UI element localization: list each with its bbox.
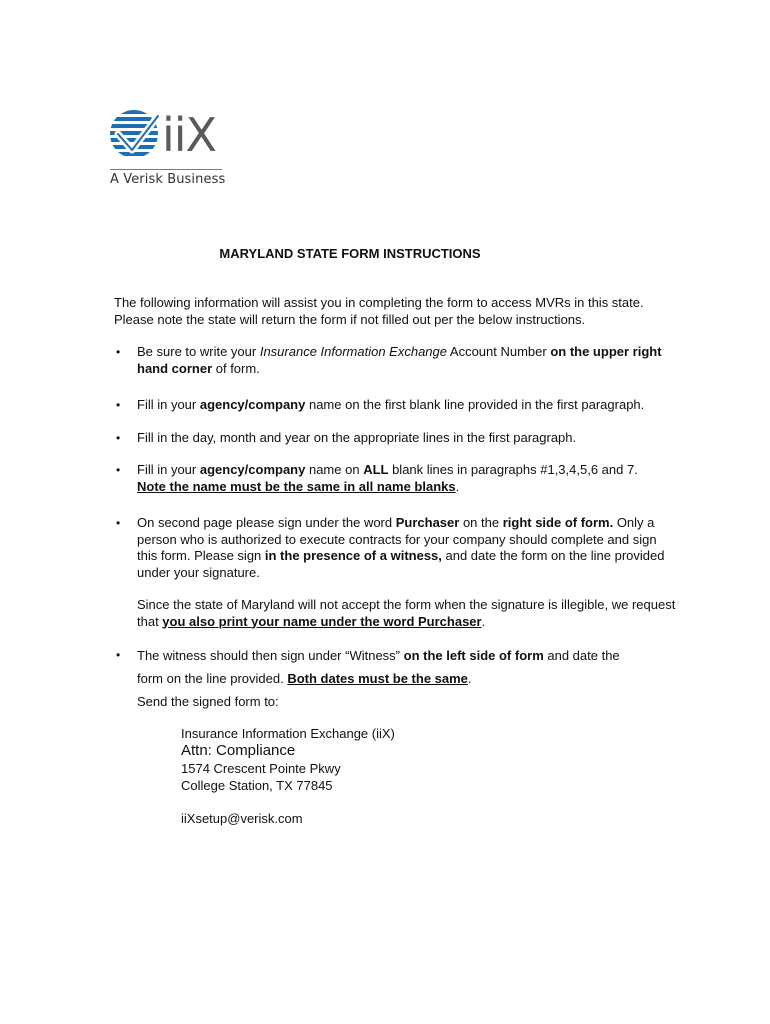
text: Fill in your: [137, 462, 200, 477]
italic-text: Insurance Information Exchange: [259, 344, 447, 359]
text: of form.: [212, 360, 260, 376]
send-instruction: Send the signed form to:: [137, 694, 279, 709]
text: Fill in your: [137, 397, 200, 412]
text: Fill in the day, month and year on the appropriate lines in the first paragraph.: [137, 429, 577, 445]
bold-text: on the left side of form: [403, 648, 544, 663]
address-email[interactable]: iiXsetup@verisk.com: [181, 811, 303, 826]
bullet-icon: •: [116, 648, 121, 662]
logo-divider: [110, 169, 222, 170]
bold-text: on the upper right hand corner: [137, 344, 662, 376]
text: blank lines in paragraphs #1,3,4,5,6 and 7.: [388, 462, 638, 477]
bold-text: agency/company: [199, 397, 306, 412]
address-city: College Station, TX 77845: [181, 778, 333, 793]
intro-line-1: The following information will assist you in completing the form to access MVRs in this state.: [114, 295, 644, 310]
list-item: [114, 515, 694, 630]
signature-note: [137, 597, 677, 630]
text: The witness should then sign under “Witness”: [137, 648, 404, 663]
underlined-text: Note the name must be the same in all name blanks: [137, 478, 456, 494]
text: .: [455, 478, 460, 494]
text: Since the state of Maryland will not accept the form when the signature is illegible, we request that: [137, 597, 676, 629]
intro-line-2: Please note the state will return the form if not filled out per the below instructions.: [114, 312, 586, 327]
list-item: [114, 344, 694, 377]
list-item: [114, 397, 694, 414]
bullet-icon: •: [116, 516, 121, 530]
text: name on the first blank line provided in the first paragraph.: [305, 397, 645, 412]
text: Account Number: [447, 344, 551, 359]
text: and date the form on the line provided under your signature.: [137, 548, 665, 580]
text: On second page please sign under the word: [137, 515, 396, 530]
bullet-icon: •: [116, 398, 121, 412]
bold-text: right side of form.: [502, 515, 614, 530]
address-company: Insurance Information Exchange (iiX): [181, 726, 395, 741]
list-item: [114, 462, 694, 495]
bold-text: Purchaser: [395, 515, 460, 530]
text: on the: [459, 515, 503, 530]
underlined-text: Both dates must be the same: [287, 671, 468, 686]
logo-tagline: A Verisk Business: [110, 172, 226, 187]
text: and date the: [543, 648, 620, 663]
bullet-icon: •: [116, 345, 121, 359]
text: Be sure to write your: [137, 344, 260, 359]
text: name on: [305, 462, 364, 477]
text: form on the line provided.: [137, 671, 288, 686]
address-attn: Attn: Compliance: [181, 742, 296, 759]
instruction-list: [114, 344, 694, 713]
address-street: 1574 Crescent Pointe Pkwy: [181, 761, 341, 776]
bullet-icon: •: [116, 463, 121, 477]
text: Only a person who is authorized to execute contracts for your company should complete and sign this form. Please sign: [137, 515, 657, 563]
text: .: [467, 671, 472, 686]
list-item: [114, 430, 694, 447]
bullet-icon: •: [116, 430, 121, 445]
intro-paragraph: [114, 294, 694, 328]
text: .: [481, 613, 486, 629]
page-title: MARYLAND STATE FORM INSTRUCTIONS: [219, 246, 481, 261]
bold-text: agency/company: [199, 462, 306, 477]
underlined-text: you also print your name under the word Purchaser: [162, 613, 482, 629]
mailing-address: [181, 725, 395, 827]
list-item: [114, 644, 694, 713]
bold-text: in the presence of a witness,: [264, 548, 442, 563]
bold-text: ALL: [363, 462, 389, 477]
logo-brand: iiX: [162, 108, 217, 162]
